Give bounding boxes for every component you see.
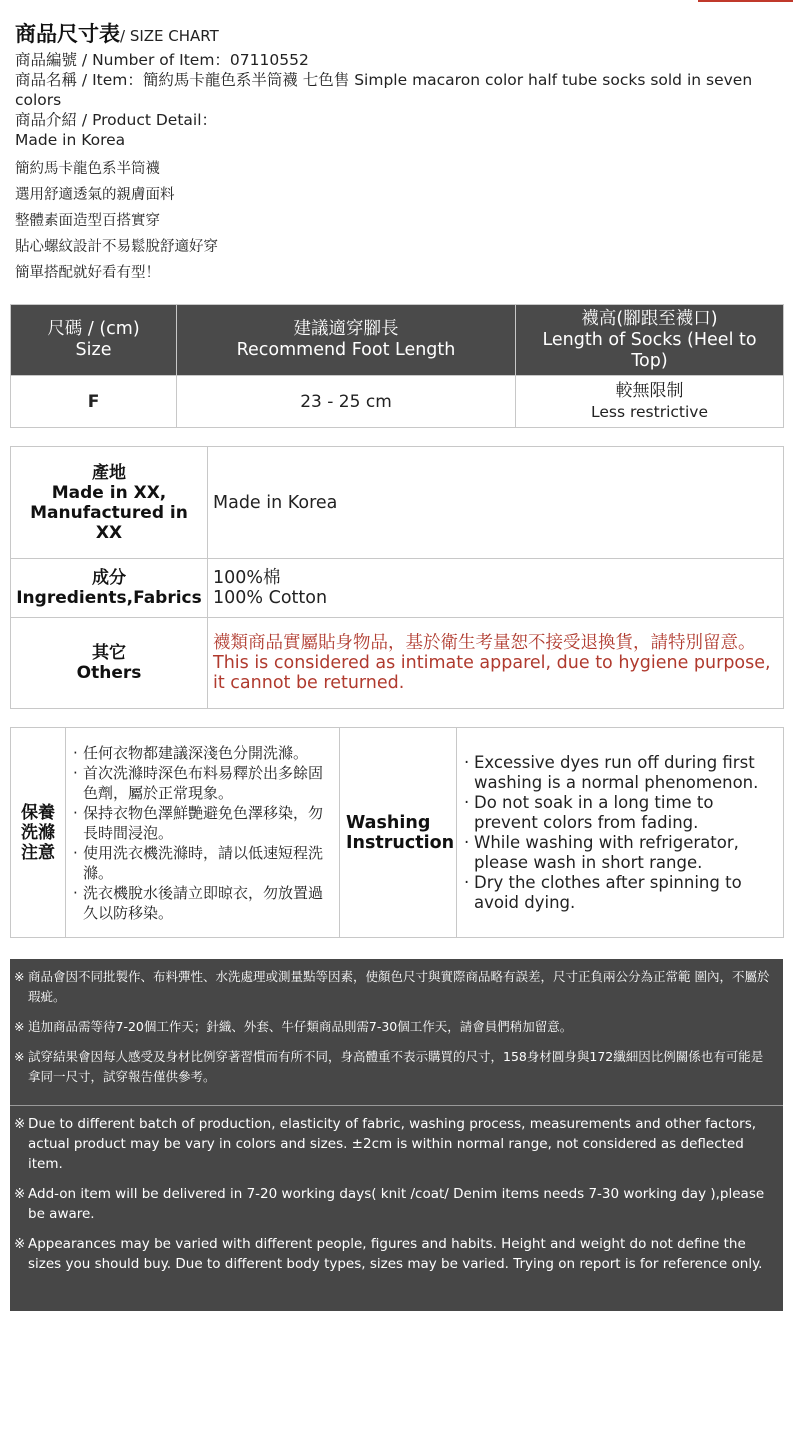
others-label-en: Others xyxy=(76,663,142,683)
notes-panel xyxy=(10,959,783,1311)
origin-label xyxy=(11,447,208,559)
title-main: 商品尺寸表 xyxy=(15,22,120,46)
note-mark: ※ xyxy=(14,969,25,984)
origin-label-en: Made in XX, Manufactured in XX xyxy=(30,482,188,543)
feature-item: 貼心螺紋設計不易鬆脫舒適好穿 xyxy=(15,239,218,255)
height-header-cn: 襪高(腳跟至襪口) xyxy=(581,308,718,329)
origin-label-cn: 產地 xyxy=(92,462,126,483)
washing-list-en xyxy=(458,753,782,913)
fabric-value-cn: 100%棉 xyxy=(213,568,281,588)
others-label-cn: 其它 xyxy=(92,643,126,663)
size-column-header xyxy=(11,305,177,376)
washing-label-en-text: Washing Instruction xyxy=(346,812,455,853)
feature-item: 簡約馬卡龍色系半筒襪 xyxy=(15,161,160,177)
washing-list-en-cell xyxy=(457,728,784,938)
note-item xyxy=(14,1017,773,1037)
note-mark: ※ xyxy=(14,1236,26,1252)
list-item: · 洗衣機脫水後請立即晾衣，勿放置過久以防移染。 xyxy=(73,883,334,923)
size-table xyxy=(10,304,784,428)
note-item xyxy=(14,967,773,1007)
note-item xyxy=(14,1184,773,1224)
others-value-en: This is considered as intimate apparel, due to hygiene purpose, it cannot be returned. xyxy=(213,653,771,693)
list-item: · 保持衣物色澤鮮艷避免色澤移染，勿長時間浸泡。 xyxy=(73,803,334,843)
note-mark: ※ xyxy=(14,1116,26,1132)
origin-value: Made in Korea xyxy=(208,447,784,559)
feature-item: 簡單搭配就好看有型！ xyxy=(15,265,160,281)
note-text: Appearances may be varied with different people, figures and habits. Height and weight do not define the sizes you should buy. Due to different body types, sizes may be varied. Trying on report is for reference only. xyxy=(28,1236,763,1272)
list-item: · 任何衣物都建議深淺色分開洗滌。 xyxy=(73,743,334,763)
item-name: 商品名稱 / Item：簡約馬卡龍色系半筒襪 七色售 Simple macaron color half tube socks sold in seven colors xyxy=(15,71,753,109)
list-item: · 首次洗滌時深色布料易釋於出多餘固色劑，屬於正常現象。 xyxy=(73,763,334,803)
list-item: · Do not soak in a long time to prevent colors from fading. xyxy=(464,793,778,833)
sock-height-value-cn: 較無限制 xyxy=(615,381,684,401)
washing-row xyxy=(11,728,784,938)
product-info-table xyxy=(10,446,784,709)
foot-header-cn: 建議適穿腳長 xyxy=(293,319,399,339)
foot-length-value: 23 - 25 cm xyxy=(177,376,516,428)
note-mark: ※ xyxy=(14,1019,25,1034)
washing-list-cn xyxy=(67,743,338,923)
fabric-label-cn: 成分 xyxy=(92,568,126,588)
title-sub: / SIZE CHART xyxy=(120,27,219,45)
list-item: · 使用洗衣機洗滌時，請以低速短程洗滌。 xyxy=(73,843,334,883)
feature-item: 整體素面造型百搭實穿 xyxy=(15,213,160,229)
product-detail-label: 商品介紹 / Product Detail： xyxy=(15,111,218,129)
list-item: · Dry the clothes after spinning to avoid dying. xyxy=(464,873,778,913)
top-accent-bar xyxy=(698,0,793,2)
sock-height-value xyxy=(516,376,784,428)
others-label xyxy=(11,618,208,709)
note-text: 商品會因不同批製作、布料彈性、水洗處理或測量點等因素，使顏色尺寸與實際商品略有誤差，尺寸正負兩公分為正常範 圍內，不屬於瑕疵。 xyxy=(28,969,770,1004)
item-number: 商品編號 / Number of Item：07110552 xyxy=(15,51,309,69)
washing-list-cn-cell xyxy=(66,728,340,938)
page-title xyxy=(15,20,780,50)
list-item: · While washing with refrigerator, please wash in short range. xyxy=(464,833,778,873)
others-value xyxy=(208,618,784,709)
origin-row xyxy=(11,447,784,559)
foot-length-column-header xyxy=(177,305,516,376)
note-text: 追加商品需等待7-20個工作天；針織、外套、牛仔類商品則需7-30個工作天，請會員們稍加留意。 xyxy=(28,1019,573,1034)
note-text: 試穿結果會因每人感受及身材比例穿著習慣而有所不同，身高體重不表示購買的尺寸，158身材圓身與172纖細因比例關係也有可能是拿同一尺寸，試穿報告僅供參考。 xyxy=(28,1049,764,1084)
washing-label-en xyxy=(340,728,457,938)
sock-height-column-header xyxy=(516,305,784,376)
washing-label-cn-text: 保養洗滌注意 xyxy=(21,802,55,863)
size-header-en: Size xyxy=(75,340,112,360)
size-table-header-row xyxy=(11,305,784,376)
table-row xyxy=(11,376,784,428)
note-text: Add-on item will be delivered in 7-20 working days( knit /coat/ Denim items needs 7-30 working day ),please be aware. xyxy=(28,1186,765,1222)
note-item xyxy=(14,1114,773,1174)
fabric-value-en: 100% Cotton xyxy=(213,588,328,608)
feature-list xyxy=(15,156,780,286)
note-text: Due to different batch of production, elasticity of fabric, washing process, measurements and other factors, actual product may be vary in colors and sizes. ±2cm is within normal range, not considered as deflected item. xyxy=(28,1116,757,1172)
washing-instructions-table xyxy=(10,727,784,938)
others-value-cn: 襪類商品實屬貼身物品，基於衛生考量恕不接受退換貨，請特別留意。 xyxy=(213,633,756,653)
note-mark: ※ xyxy=(14,1049,25,1064)
notes-en xyxy=(10,1106,783,1288)
note-mark: ※ xyxy=(14,1186,26,1202)
notes-cn xyxy=(10,959,783,1105)
list-item: · Excessive dyes run off during first washing is a normal phenomenon. xyxy=(464,753,778,793)
made-in: Made in Korea xyxy=(15,131,126,149)
fabric-label xyxy=(11,559,208,618)
sock-height-value-en: Less restrictive xyxy=(591,403,708,421)
feature-item: 選用舒適透氣的親膚面料 xyxy=(15,187,175,203)
fabric-label-en: Ingredients,Fabrics xyxy=(16,588,202,608)
product-header xyxy=(15,20,780,286)
height-header-en: Length of Socks (Heel to Top) xyxy=(542,329,757,371)
fabric-row xyxy=(11,559,784,618)
size-value: F xyxy=(11,376,177,428)
note-item xyxy=(14,1047,773,1087)
washing-label-cn xyxy=(11,728,66,938)
foot-header-en: Recommend Foot Length xyxy=(236,340,456,360)
fabric-value xyxy=(208,559,784,618)
size-header-cn: 尺碼 / (cm) xyxy=(47,319,140,339)
others-row xyxy=(11,618,784,709)
note-item xyxy=(14,1234,773,1274)
